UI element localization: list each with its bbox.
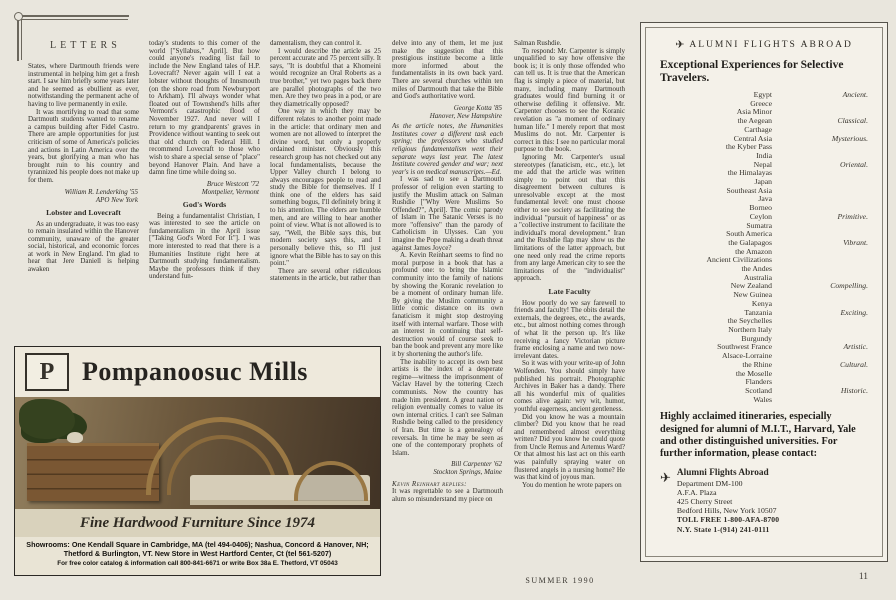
destination-category — [772, 396, 868, 405]
destination-name: Burgundy — [741, 333, 772, 343]
destination-category: Artistic. — [843, 342, 868, 352]
afa-ny-number: N.Y. State 1-(914) 241-0111 — [676, 524, 770, 534]
letter-paragraph: How poorly do we say farewell to friends and faculty! The obits detail the externals, the degrees, etc., the awards, etc., but almost nothing comes through of what lit the person up. It's like receiving a fancy Victorian picture frame enclosing a name and two now-irrelevant dates. — [514, 298, 625, 360]
reply-label: Kevin Reinhart replies: — [392, 479, 467, 488]
destination-name: Nepal — [753, 159, 772, 169]
letter-paragraph: You do mention he wrote papers on — [522, 480, 622, 489]
letter-column-2 — [149, 40, 260, 341]
destination-name: Ancient Civilizations — [706, 255, 772, 265]
letter-paragraph: delve into any of them, let me just make the suggestion that this prestigious institute become a little more informed about the fundamentalists in its own back yard. There are several churches within ten miles of Dartmouth that take the Bible and God's authoritative word. — [392, 40, 503, 101]
destination-category: Compelling. — [830, 281, 868, 291]
destination-name: Egypt — [753, 90, 772, 99]
destination-category — [772, 222, 868, 231]
letter-column-5 — [514, 40, 625, 558]
letter-paragraph: I was sad to see a Dartmouth professor of religion even starting to justify the Muslim attack on Salman Rushdie ["Why Were Muslims So Offended?", April]. The comic parody of Islam in The Satanic Verses is no more "offensive" than the parody of Catholicism in Ulysses. Can you imagine the Pope making a death threat against James Joyce? — [392, 175, 503, 252]
letter-paragraph: There are several other ridiculous statements in the article, but rather than — [270, 266, 381, 283]
destination-row — [660, 396, 868, 405]
destination-name: Carthage — [744, 124, 772, 134]
ornament-dot — [14, 12, 23, 21]
destination-name: Scotland — [745, 385, 772, 395]
pompanoosuc-tagline: Fine Hardwood Furniture Since 1974 — [15, 509, 380, 537]
heading-lobster-and-lovecraft: Lobster and Lovecraft — [46, 207, 121, 217]
destination-name: Australia — [743, 272, 772, 282]
destination-name: Java — [758, 194, 772, 204]
heading-gods-words: God's Words — [182, 200, 227, 210]
destination-category: Vibrant. — [843, 237, 868, 247]
destination-name: South America — [726, 229, 772, 239]
destination-name: Northern Italy — [728, 324, 772, 334]
pompanoosuc-mills-ad — [14, 346, 381, 576]
pompanoosuc-logo — [25, 353, 69, 391]
destination-name: New Zealand — [730, 281, 772, 291]
footer-page-number: 11 — [858, 572, 868, 582]
signature-name: George Kotta '85 — [453, 103, 502, 112]
afa-contact-name: Alumni Flights Abroad — [676, 467, 769, 478]
destination-name: the Galapagos — [728, 237, 772, 247]
destination-category — [772, 178, 868, 187]
destination-name: New Guinea — [733, 290, 772, 300]
letters-corner-ornament — [17, 15, 129, 61]
airplane-icon: ✈ — [675, 39, 685, 51]
destination-category: Primitive. — [837, 211, 868, 221]
afa-closing-text: Highly acclaimed itineraries, especially designed for alumni of M.I.T., Harvard, Yale and other distinguished universities. For further information, please contact: — [660, 411, 856, 460]
letter-paragraph: I would describe the article as 25 percent accurate and 75 percent silly. It says, "It is doubtful that a Khomeini would recognize an Oral Roberts as a true brother," yet two pages back there are parallel photographs of the two men. Are they two peas in a pod, or are they diametrically opposed? — [270, 46, 381, 108]
destination-category: Oriental. — [840, 159, 868, 169]
destination-category: Historic. — [840, 385, 868, 395]
letter-column-4 — [392, 40, 503, 558]
afa-contact-lines — [677, 468, 779, 534]
editor-note — [392, 123, 503, 176]
destination-category — [772, 265, 868, 274]
pompanoosuc-brand-name: Pompanoosuc Mills — [82, 357, 308, 386]
letter-column-1 — [28, 63, 139, 341]
destination-category — [772, 187, 868, 196]
letter-paragraph: Did you know he was a mountain climber? Did you know that he read and remembered almost everything written? Did you know he could quote from Uncle Remus and Artemus Ward? Or that almost his last act on this earth was painfully spraying water on flustered angels in a nursing home? He was that kind of joyous man. — [514, 412, 625, 482]
destination-name: Central Asia — [733, 133, 772, 143]
signature-place: Hanover, New Hampshire — [429, 111, 502, 120]
signature-place: Stockton Springs, Maine — [433, 468, 502, 477]
destination-name: India — [756, 150, 772, 160]
afa-headline: Exceptional Experiences for Selective Travelers. — [660, 59, 844, 84]
footer-issue: SUMMER 1990 — [525, 576, 595, 585]
bed-footboard-shape — [294, 461, 368, 501]
signature-name: Bruce Westcott '72 — [206, 179, 259, 188]
afa-contact-line: Bedford Hills, New York 10507 — [676, 506, 777, 516]
destination-name: Alsace-Lorraine — [722, 351, 772, 361]
letter-paragraph: A. Kevin Reinhart seems to find no moral purpose in a book that has a profound one: to bring the Islamic community into the family of nations by showing the Koranic revelation to be a moment of ordinary human life. By giving the Muslim community a little comic distance on its own fanaticism it might stop destroying itself with internal warfare. Those with an interest in continuing that self-destruction would of course seek to ban the book and prevent any more like it by shortening the author's life. — [392, 251, 503, 358]
showrooms-line-2: Thetford & Burlington, VT. New Store in West Hartford Center, Ct (tel 561-5207) — [63, 549, 332, 558]
letter-paragraph: today's students to this corner of the world ["Syllabus," April]. But how could anyone's reading list fail to include the New England tales of H.P. Lovecraft? Never again will I eat a lobster without thoughts of Innsmouth (on the shore road from Newburyport to Arkham). I'll always wonder what floated out of Townshend's hills after Vermont's catastrophic flood of November 1927. And never will I return to my grandparents' graves in Providence without wanting to seek out that old church on Federal Hill. I recommend Lovecraft to those who wish to share a special sense of "place" beyond Hanover Plain. And have a damn fine time while doing so. — [149, 40, 260, 177]
destination-name: Wales — [753, 394, 772, 404]
afa-contact-line: Department DM-100 — [676, 478, 743, 488]
afa-inner-frame — [645, 27, 883, 557]
letter-column-3 — [270, 40, 381, 341]
afa-contact-block — [660, 468, 868, 534]
letter-paragraph: Being a fundamentalist Christian, I was interested to see the article on fundamentalism in the April issue ["Taking God's Word For It"]. I was more interested to read that there is a Humanities Institute right here at Dartmouth studying fundamentalism. Maybe the professors think if they understand fun- — [149, 211, 260, 281]
letter-paragraph: The inability to accept its own best artists is the index of a desperate regime—witness the imprisonment of Vaclav Havel by the tottering Czech communists. Now the country has made him president. A great nation or religion eventually comes to value its own internal critics. I can't see Salman Rushdie being called to the presidency of Iran. But time is a genealogy of reversals. In time he may be seen as one of the contemporary prophets of Islam. — [392, 357, 503, 457]
destination-name: Asia Minor — [736, 107, 772, 117]
letter-paragraph: As an undergraduate, it was too easy to remain insulated within the Hanover community, unaware of the greater social, historical, and economic forces at work in New England. I'm glad to hear that Jere Daniell is helping awaken — [28, 219, 139, 274]
destination-name: Sumatra — [746, 220, 772, 230]
destination-category — [772, 291, 868, 300]
destination-category — [772, 169, 868, 178]
dresser-shape — [27, 443, 159, 501]
destination-name: the Kyber Pass — [725, 142, 772, 152]
signature-lenderking — [28, 188, 138, 204]
destination-category — [772, 143, 868, 152]
destination-category — [772, 195, 868, 204]
teapot-shape — [67, 432, 83, 443]
signature-place: Montpelier, Vermont — [201, 187, 259, 196]
pompanoosuc-showrooms — [15, 537, 380, 568]
destination-category — [772, 100, 868, 109]
destination-category — [772, 248, 868, 257]
afa-title: ALUMNI FLIGHTS ABROAD — [689, 39, 853, 50]
bedroom-furniture-photo — [15, 397, 380, 509]
signature-westcott — [149, 180, 259, 196]
destination-category: Exciting. — [840, 307, 868, 317]
letter-paragraph: Salman Rushdie. — [514, 40, 562, 47]
destination-name: Tanzania — [744, 307, 772, 317]
destination-name: the Himalayas — [727, 168, 772, 178]
destination-name: Flanders — [745, 377, 772, 387]
letter-paragraph: It was regrettable to see a Dartmouth alum so misunderstand my piece on — [392, 487, 503, 503]
letter-paragraph: damentalism, they can control it. — [270, 40, 362, 47]
destination-name: Southwest France — [717, 342, 772, 352]
letter-paragraph: States, where Dartmouth friends were instrumental in helping him get a fresh start. I saw him briefly some years later and he seemed as ebullient as ever, notwithstanding the permanent ache of having to live permanently in exile. — [28, 63, 139, 108]
letter-paragraph: To respond: Mr. Carpenter is simply unqualified to say how offensive the book is; it is only those offended who can tell us. It is true that the American flag is simply a piece of material, but many, including many Dartmouth graduates would find burning it or otherwise defiling it offensive. Mr. Carpenter chooses to see the Koranic revelation as "a moment of ordinary human life." I merely report that most Muslims do not. Mr. Carpenter is correct in this: I see no particular moral purpose to the book. — [514, 46, 625, 154]
destination-category — [772, 256, 868, 265]
afa-tollfree-number: TOLL FREE 1-800-AFA-8700 — [676, 515, 780, 525]
destination-name: Japan — [754, 177, 772, 187]
letter-paragraph: Ignoring Mr. Carpenter's usual stereotypes (fanaticism, etc., etc.), let me add that the article was written simply to point out that this disagreement between cultures is unresolvable except at the most fundamental level: one must choose either to see society as facilitating the individual "pursuit of happiness" or as a "collective instrument to facilitate the individual's moral development." Iran and the Rushdie flap may show us the limitations of the latter approach, but one need only read the crime reports from any large American city to see the limitations of the "individualist" approach. — [514, 152, 625, 283]
letter-paragraph: One way in which they may be different relates to another point made in the article: that ordinary men and women are not allowed to interpret the divine word, but only a properly ordained minister. Obviously this research group has not checked out any local fundamentalists, because the Upper Valley church I belong to always encourages people to read and study the Bible for themselves. If I think one of the elders has said something bogus, I'll definitely bring it to his attention. The elders are humble men, and are willing to hear another point of view. What is not allowed is to say, "Well, the Bible says this, but modern society says this, and I personally believe this, so I'll just ignore what the Bible has to say on this point." — [270, 107, 381, 268]
destination-name: the Rhine — [742, 359, 772, 369]
destination-name: the Aegean — [737, 116, 772, 126]
destination-name: the Moselle — [735, 368, 772, 378]
destination-category: Ancient. — [842, 90, 868, 99]
letters-header: LETTERS — [50, 40, 121, 51]
alumni-flights-abroad-ad — [640, 22, 888, 562]
signature-place: APO New York — [95, 195, 138, 204]
signature-carpenter — [392, 460, 502, 476]
destination-name: Ceylon — [749, 211, 772, 221]
letter-paragraph: It was mortifying to read that some Dartmouth students wanted to rename a campus building after Fidel Castro. There are ample opportunities for just criticism of some of America's policies and actions in Latin America over the years, but glorifying a man who has brought ruin to his country and tyrannized his people does not make up for them. — [28, 107, 139, 184]
destination-name: Borneo — [749, 203, 772, 213]
signature-name: Bill Carpenter '62 — [451, 460, 502, 469]
pompanoosuc-logo-letter: P — [39, 358, 55, 385]
destination-category: Classical. — [837, 116, 868, 126]
destination-category — [772, 370, 868, 379]
destination-category: Mysterious. — [831, 133, 868, 143]
plant-shape — [19, 399, 75, 439]
editor-note-text: As the article notes, the Humanities Institutes cover a different task each spring; the professors who studied religious fundamentalism went their separate ways last year. The latest Institute covered gender and war; next year's is on medical manuscripts.—Ed. — [392, 122, 503, 176]
signature-kotta — [392, 104, 502, 120]
destination-category — [772, 326, 868, 335]
pompanoosuc-ad-header — [15, 347, 380, 397]
destination-name: the Seychelles — [727, 316, 772, 326]
destination-name: the Amazon — [735, 246, 772, 256]
destination-name: Southeast Asia — [726, 185, 772, 195]
afa-contact-line: 425 Cherry Street — [676, 496, 733, 506]
letter-paragraph: So it was with your write-up of John Wolfenden. You should simply have published his portrait. Photographic Archives in Baker has a dandy. There all his wonderful mix of qualities comes alive again: wry wit, humor, youthful eagerness, ancient gentleness. — [514, 359, 625, 413]
destination-category: Cultural. — [840, 359, 868, 369]
heading-late-faculty: Late Faculty — [548, 287, 591, 296]
showrooms-line-1: Showrooms: One Kendall Square in Cambridge, MA (tel 494-0406); Nashua, Concord & Hanover, NH; — [26, 540, 369, 549]
destination-category — [772, 317, 868, 326]
airplane-icon: ✈ — [660, 469, 671, 485]
afa-header — [660, 38, 868, 51]
destination-name: Kenya — [751, 298, 772, 308]
signature-name: William R. Lenderking '55 — [64, 187, 138, 196]
destination-name: the Andes — [741, 264, 772, 274]
afa-contact-line: A.F.A. Plaza — [676, 487, 717, 497]
afa-destinations-list — [660, 91, 868, 404]
catalog-line: For free color catalog & information call 800-841-6671 or write Box 38a E. Thetford, VT 05043 — [57, 560, 338, 567]
destination-name: Greece — [750, 98, 772, 108]
